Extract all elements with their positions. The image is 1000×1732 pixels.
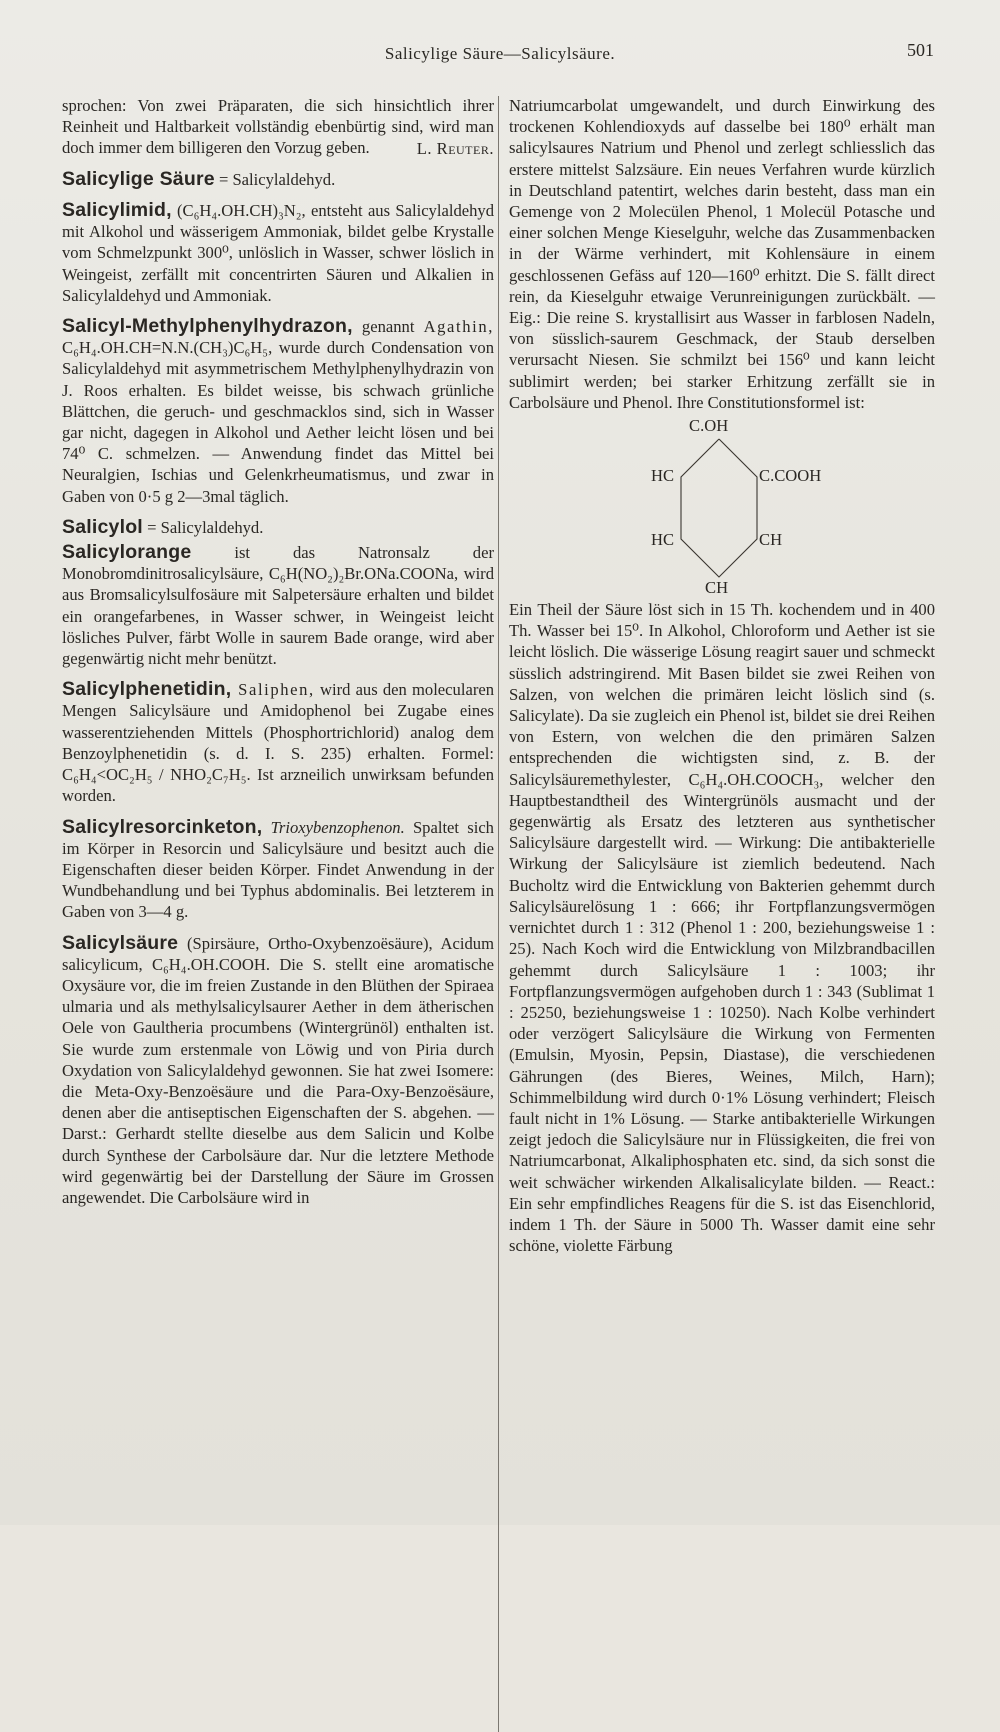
page-number: 501 (907, 40, 934, 60)
formula-top: C.OH (689, 416, 729, 436)
formula-lower-left: HC (651, 530, 675, 550)
entry-salicylsaeure (62, 933, 494, 1209)
right-column (509, 95, 935, 1256)
entry-text: ist das Natronsalz der Monobromdinitrosalicylsäure, C₆H(NO₂)₂Br.ONa.COONa, wird aus Bromsalicylsulfosäure mit Salpetersäure erhalten und bildet ein orangefarbenes, in Wasser schwer, in Weingeist leicht lösliches Pulver, färbt Wolle in saurem Bade orange, wird aber gegenwärtig nicht mehr benützt. (62, 543, 494, 669)
entry-text: C₆H₄.OH.CH=N.N.(CH₃)C₆H₅, wurde durch Condensation von Salicylaldehyd mit asymmetrischem Methylphenylhydrazin von J. Roos erhalten. Es bildet weisse, bis schwach grünliche Blättchen, die geruch- und geschmacklos sind, sich in Wasser gar nicht, dagegen in Alkohol und Aether leicht lösen und bei 74⁰ C. schmelzen. — Anwendung findet das Mittel bei Neuralgien, Ischias und Gelenkrheumatismus, und zwar in Gaben von 0·5 g 2—3mal täglich. (62, 338, 494, 506)
entry-text: = Salicylaldehyd. (214, 169, 336, 189)
paragraph: Ein Theil der Säure löst sich in 15 Th. kochendem und in 400 Th. Wasser bei 15⁰. In Alkohol, Chloroform und Aether ist sie leicht löslich. Die wässerige Lösung reagirt sauer und schmeckt süsslich adstringirend. Mit Basen bildet sie zwei Reihen von Salzen, von welchen die primären leicht löslich sind (s. Salicylate). Da sie zugleich ein Phenol ist, bildet sie drei Reihen von Estern, von welchen die den primären Salzen entsprechenden die wichtigsten sind, z. B. der Salicylsäuremethylester, C₆H₄.OH.COOCH₃, welcher den Hauptbestandtheil des Wintergrünöls ausmacht und der gegenwärtig als Ersatz des letzteren aus synthetischer Salicylsäure dargestellt wird. — Wirkung: Die antibakterielle Wirkung der Salicylsäure ist ziemlich bedeutend. Nach Bucholtz wird die Entwicklung von Bakterien gehemmt durch Salicylsäurelösung 1 : 666; ihr Fortpflanzungsvermögen vernichtet durch 1 : 312 (Phenol 1 : 200, beziehungsweise 1 : 25). Nach Koch wird die Entwicklung von Milzbrandbacillen gehemmt durch Salicylsäure 1 : 1003; ihr Fortpflanzungsvermögen aufgehoben durch 1 : 343 (Sublimat 1 : 25250, beziehungsweise 1 : 10250). Nach Kolbe verhindert oder verzögert Salicylsäure die Wirkung von Fermenten (Emulsin, Myosin, Pepsin, Diastase), die verschiedenen Gährungen (des Bieres, Weines, Milch, Harn); Schimmelbildung wird durch 0·1% Lösung verhindert; Fleisch fault nicht in 1% Lösung. — Starke antibakterielle Wirkungen zeigt jedoch die Salicylsäure nur in Flüssigkeiten, die frei von Natriumcarbonat, Alkaliphosphaten etc. sind, da sich sonst die weit schwächer wirkenden Alkalisalicylate bilden. — React.: Ein sehr empfindliches Reagens für die S. ist das Eisenchlorid, indem 1 Th. der Säure in 5000 Th. Wasser damit eine sehr schöne, violette Färbung (509, 600, 935, 1256)
entry-salicyl-methylphenylhydrazon (62, 316, 494, 507)
entry-salicylresorcinketon (62, 817, 494, 923)
intro-text: sprochen: Von zwei Präparaten, die sich hinsichtlich ihrer Reinheit und Haltbarkeit vollständig ebenbürtig sind, wird man doch immer dem billigeren den Vorzug geben. (62, 96, 494, 158)
entry-text: (Spirsäure, Ortho-Oxybenzoësäure), Acidum salicylicum, C₆H₄.OH.COOH. Die S. stellt eine aromatische Oxysäure vor, die im freien Zustande in den Blüthen der Spiraea ulmaria und als methylsalicylsaurer Aether in dem ätherischen Oele von Gaultheria procumbens (Wintergrünöl) enthalten ist. Sie wurde zum erstenmale von Löwig und von Piria durch Oxydation von Salicylaldehyd gewonnen. Sie hat zwei Isomere: die Meta-Oxy-Benzoësäure und die Para-Oxy-Benzoësäure, denen aber die antiseptischen Eigenschaften der S. abgehen. — Darst.: Gerhardt stellte dieselbe aus dem Salicin und Kolbe durch Synthese der Carbolsäure dar. Nur die letztere Methode wird gegenwärtig bei der Darstellung der Säure im Grossen angewendet. Die Carbolsäure wird in (62, 933, 494, 1207)
entry-salicylorange (62, 542, 494, 669)
entry-salicylphenetidin (62, 679, 494, 806)
left-column (62, 95, 494, 1208)
headword: Salicylol (62, 515, 143, 538)
entry-salicylige-saeure (62, 169, 494, 190)
synonym: Trioxybenzophenon. (262, 817, 405, 837)
headword: Salicylresorcinketon, (62, 815, 263, 838)
running-title: Salicylige Säure—Salicylsäure. (384, 44, 616, 63)
headword: Salicylsäure (62, 931, 179, 954)
headword: Salicyl-Methylphenylhydrazon, (62, 315, 353, 338)
formula-lower-right: CH (759, 530, 783, 550)
entry-salicylimid (62, 200, 494, 306)
formula-upper-left: HC (651, 466, 675, 486)
entry-text: Spaltet sich im Körper in Resorcin und Salicylsäure und besitzt auch die Eigenschaften dieser beiden Körper. Findet Anwendung in der Wundbehandlung und bei Typhus abdominalis. Bei letzterem in Gaben von 3—4 g. (62, 817, 494, 922)
headword: Salicylige Säure (62, 167, 215, 190)
paragraph: Natriumcarbolat umgewandelt, und durch Einwirkung des trockenen Kohlendioxyds auf dasselbe bei 180⁰ erhält man salicylsaures Natrium und Phenol und zerlegt schliesslich das erstere mittelst Salzsäure. Ein neues Verfahren wurde kürzlich in Deutschland patentirt, welches darin besteht, dass man ein Gemenge von 2 Molecülen Phenol, 1 Molecül Potasche und einer solchen Menge Kieselguhr, welche das Zusammenbacken in der Wärme verhindert, mit Kohlensäure in einem geschlossenen Gefäss auf 120—160⁰ erhitzt. Die S. fällt direct rein, da Kieselguhr etwaige Verunreinigungen zurückbält. — Eig.: Die reine S. krystallisirt aus Wasser in farblosen Nadeln, von süsslich-saurem Geschmack, der Staub derselben verursacht Niesen. Sie schmilzt bei 156⁰ und kann leicht sublimirt werden; bei starker Erhitzung zerfällt sie in Carbolsäure und Phenol. Ihre Constitutionsformel ist: (509, 96, 935, 412)
column-divider (498, 96, 499, 1732)
structural-formula (509, 416, 935, 598)
benzene-ring (509, 419, 935, 591)
headword: Salicylphenetidin, (62, 678, 232, 701)
synonym: Saliphen, (231, 680, 315, 700)
headword: Salicylimid, (62, 199, 172, 222)
entry-salicylol (62, 517, 494, 538)
formula-upper-right: C.COOH (759, 466, 822, 486)
entry-text: (C₆H₄.OH.CH)₃N₂, entsteht aus Salicylaldehyd mit Alkohol und wässerigem Ammoniak, bildet gelbe Krystalle vom Schmelzpunkt 300⁰, unlöslich in Wasser, schwer löslich in Weingeist, zerfällt mit concentrirten Säuren und Alkalien in Salicylaldehyd und Ammoniak. (62, 201, 494, 305)
headword: Salicylorange (62, 541, 192, 564)
formula-bottom: CH (705, 578, 729, 598)
synonym: Agathin, (423, 317, 494, 337)
entry-text: genannt (352, 317, 424, 337)
author-signature: L. Reuter. (416, 138, 494, 158)
entry-text: wird aus den molecularen Mengen Salicylsäure und Amidophenol bei Zugabe eines wasserentziehenden Mittels (Phosphortrichlorid) analog dem Benzoylphenetidin (s. d. I. S. 235) erhalten. Formel: C₆H₄<OC₂H₅ / NHO₂C₇H₅. Ist arzneilich unwirksam befunden worden. (62, 680, 495, 806)
entry-text: = Salicylaldehyd. (142, 517, 264, 537)
